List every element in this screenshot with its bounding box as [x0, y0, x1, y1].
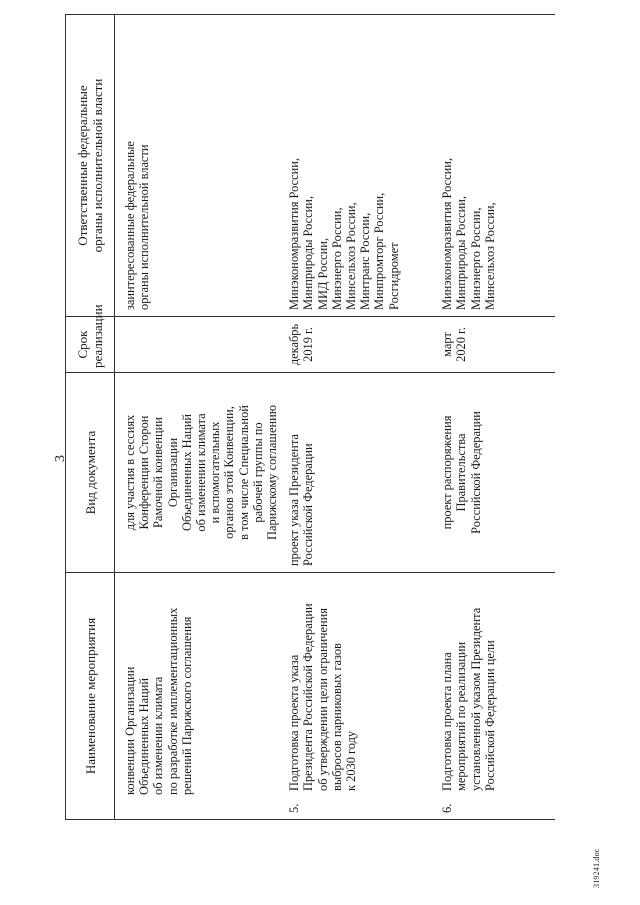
row-doc-type: для участия в сессиях Конференции Сторон Рамочной конвенции Организации Объединенных Наций об изменении климата и вспомогательных органов этой Конвенции, в том числе Специальной рабочей группы по Парижскому соглашению — [115, 373, 280, 573]
row-deadline: март 2020 г. — [432, 317, 555, 373]
table-header-row — [66, 15, 115, 820]
row-name-cell — [432, 573, 555, 820]
row-number: 6. — [440, 803, 455, 813]
row-number: 5. — [287, 803, 302, 813]
table-row — [432, 15, 555, 820]
file-code: 319241.doc — [592, 848, 601, 888]
header-responsible: Ответственные федеральные органы исполнительной власти — [66, 15, 115, 317]
row-name: Подготовка проекта указа Президента Российской Федерации об утверждении цели ограничения выбросов парниковых газов к 2030 году — [287, 603, 359, 791]
measures-table — [65, 14, 555, 820]
page-number: 3 — [53, 455, 68, 462]
header-deadline: Срок реализации — [66, 317, 115, 373]
header-name: Наименование мероприятия — [66, 573, 115, 820]
row-responsible: Минэкономразвития России, Минприроды России, Минэнерго России, Минсельхоз России, — [432, 15, 555, 317]
row-responsible: заинтересованные федеральные органы исполнительной власти — [115, 15, 280, 317]
row-responsible: Минэкономразвития России, Минприроды России, МИД России, Минэнерго России, Минсельхоз России, Минтранс России, Минпромторг России, Росгидромет — [279, 15, 432, 317]
row-doc-type: проект указа Президента Российской Федерации — [279, 373, 432, 573]
table-row — [115, 15, 280, 820]
row-deadline: декабрь 2019 г. — [279, 317, 432, 373]
row-deadline — [115, 317, 280, 373]
row-doc-type: проект распоряжения Правительства Российской Федерации — [432, 373, 555, 573]
row-name-cell — [279, 573, 432, 820]
table-row — [279, 15, 432, 820]
row-name: Подготовка проекта плана мероприятий по реализации установленной указом Президента Российской Федерации цели — [440, 607, 497, 791]
header-doc-type: Вид документа — [66, 373, 115, 573]
row-name: конвенции Организации Объединенных Наций об изменении климата по разработке имплементационных решений Парижского соглашения — [115, 573, 280, 820]
